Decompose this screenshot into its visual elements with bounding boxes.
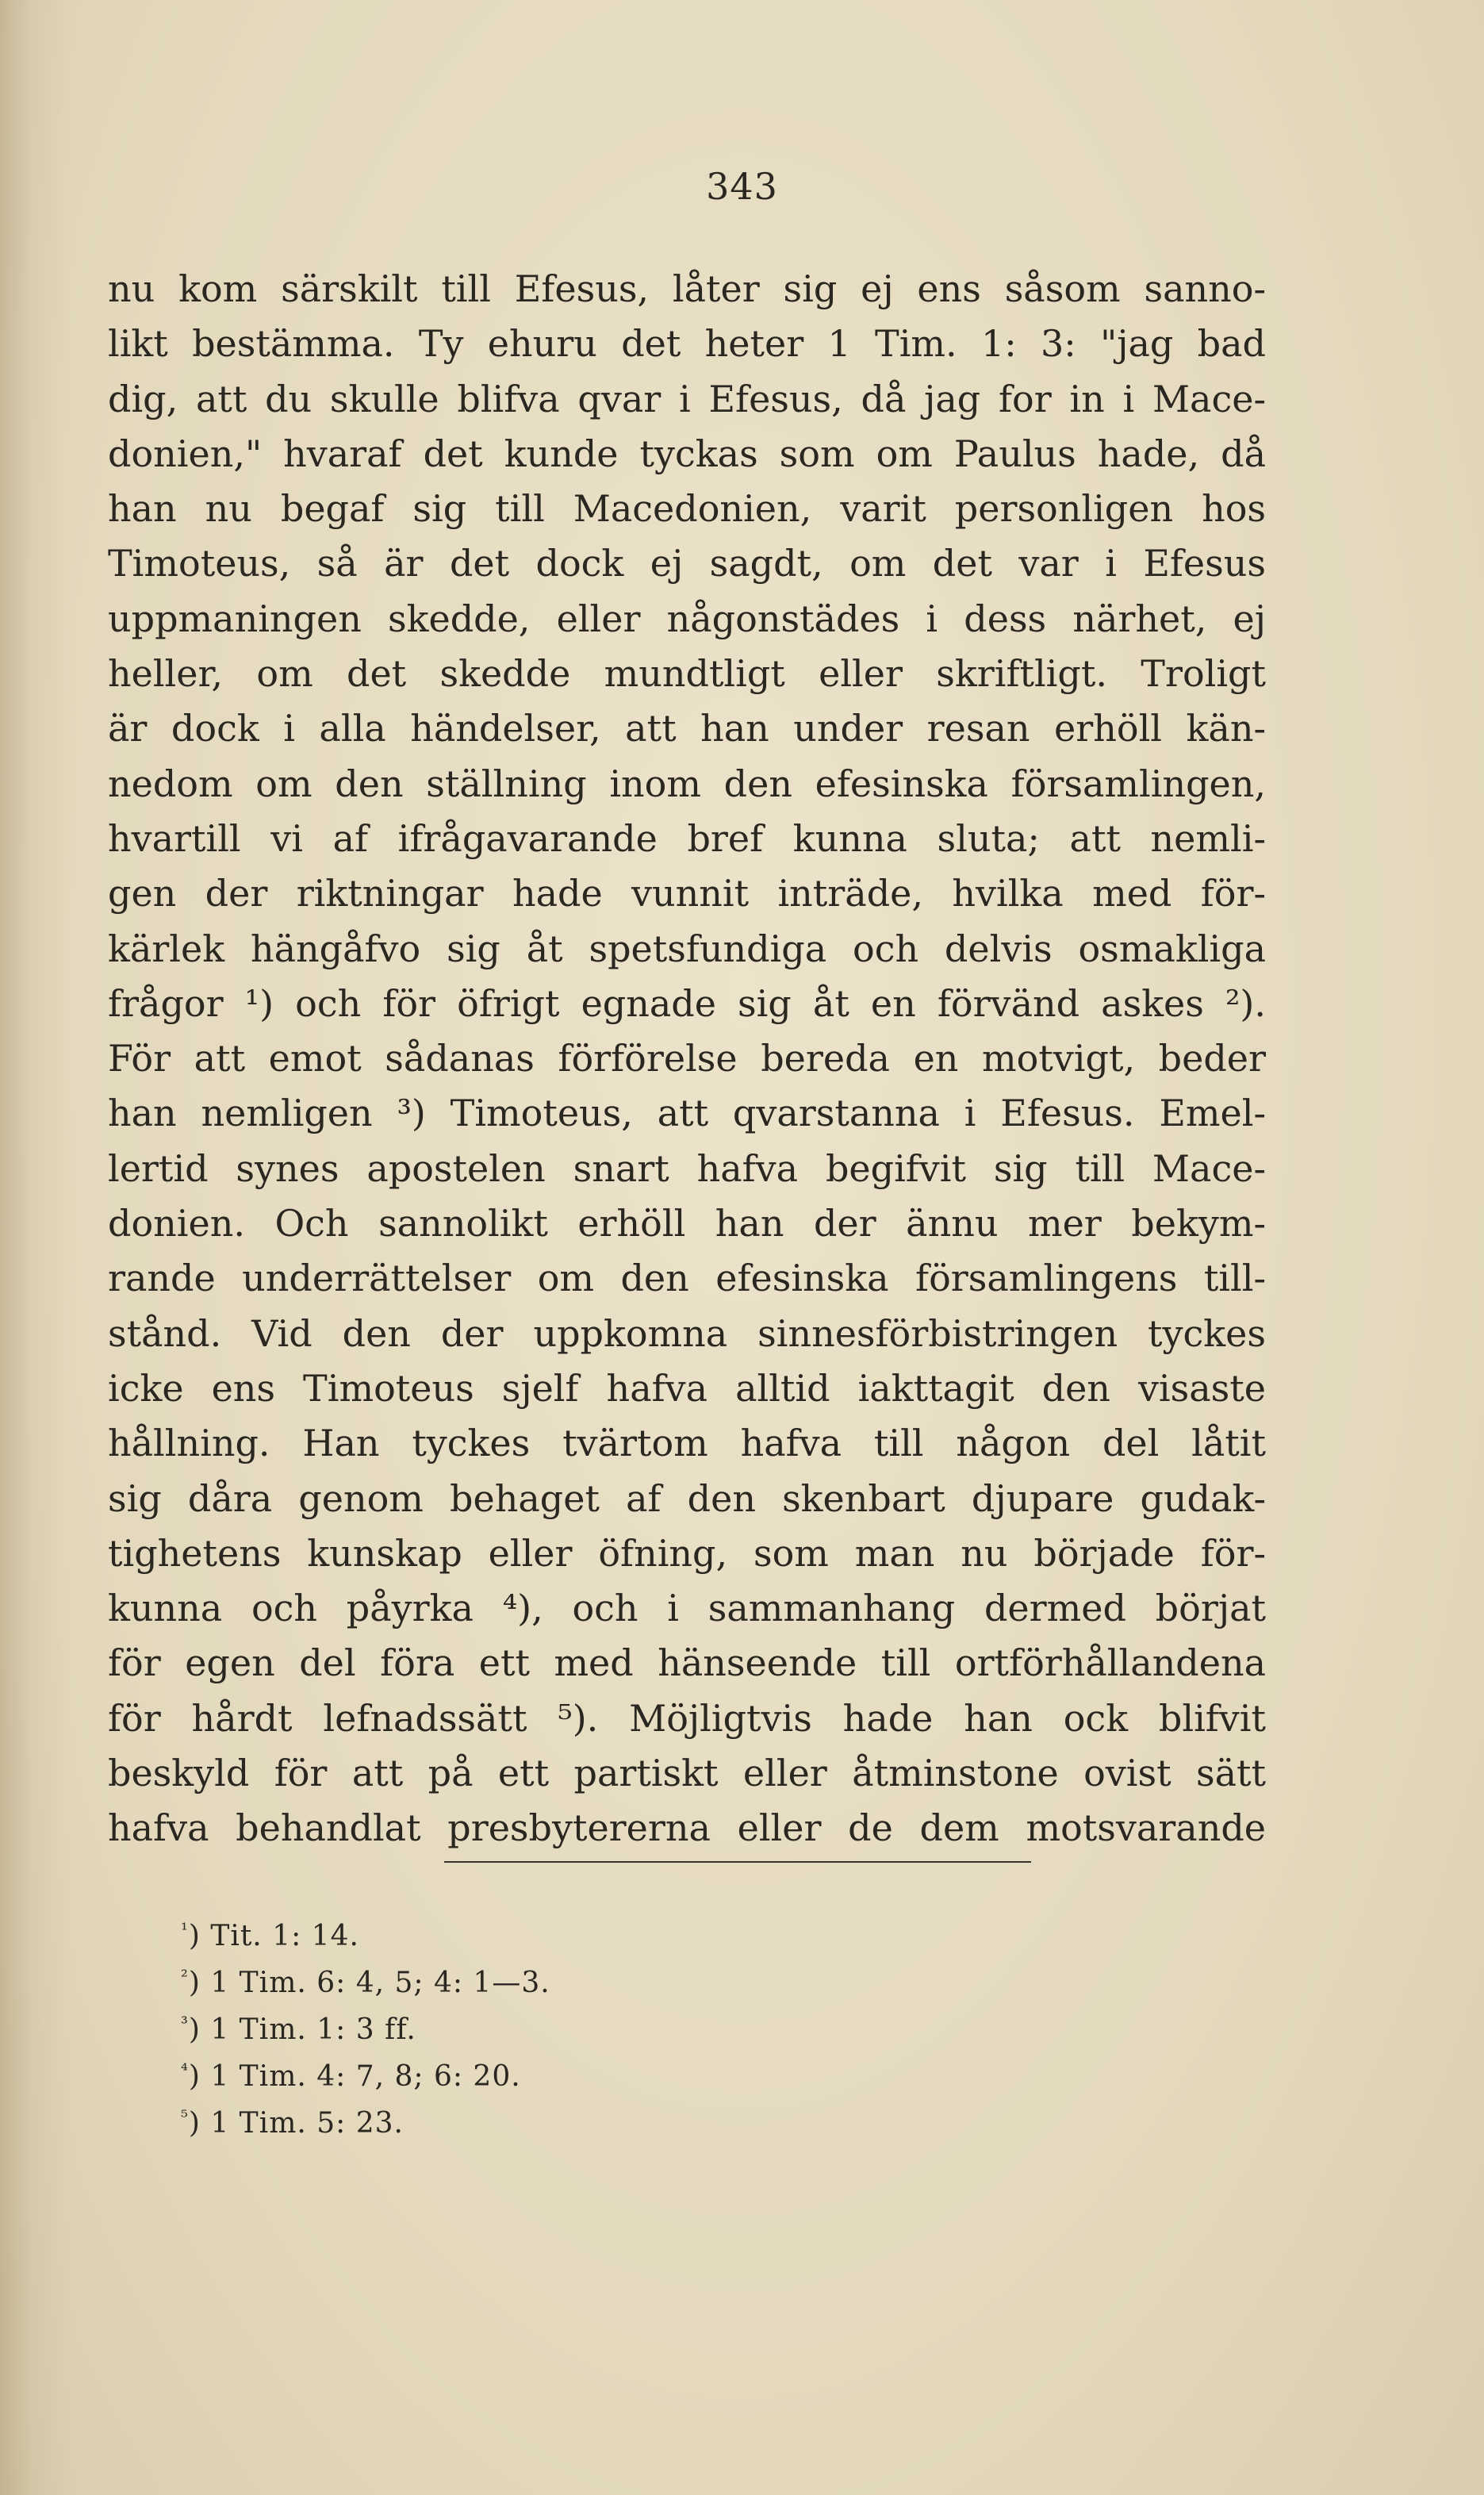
- footnote-text: ) Tit. 1: 14.: [188, 1920, 359, 1952]
- text-line: lertid synes apostelen snart hafva begifvit sig till Mace-: [108, 1146, 1266, 1190]
- text-line: kunna och påyrka ⁴), och i sammanhang dermed börjat: [108, 1587, 1266, 1630]
- text-line: stånd. Vid den der uppkomna sinnesförbistringen tyckes: [108, 1311, 1266, 1355]
- footnote: [181, 2001, 550, 2048]
- text-line: rande underrättelser om den efesinska församlingens till-: [108, 1257, 1266, 1300]
- text-line: för egen del föra ett med hänseende till ortförhållandena: [108, 1641, 1266, 1685]
- text-line: tighetens kunskap eller öfning, som man nu började för-: [108, 1531, 1266, 1575]
- text-line: donien. Och sannolikt erhöll han der ännu mer bekym-: [108, 1202, 1266, 1246]
- footnote-mark: ¹: [181, 1921, 189, 1940]
- text-line: gen der riktningar hade vunnit inträde, hvilka med för-: [108, 872, 1266, 915]
- text-line: nedom om den ställning inom den efesinska församlingen,: [108, 762, 1266, 805]
- text-line: uppmaningen skedde, eller någonstädes i dess närhet, ej: [108, 597, 1266, 640]
- text-line: hafva behandlat presbytererna eller de dem motsvarande: [108, 1806, 1266, 1850]
- text-line: För att emot sådanas förförelse bereda en motvigt, beder: [108, 1037, 1266, 1081]
- text-line: heller, om det skedde mundtligt eller skriftligt. Troligt: [108, 652, 1266, 696]
- text-line: icke ens Timoteus sjelf hafva alltid iakttagit den visaste: [108, 1366, 1266, 1410]
- text-line: donien," hvaraf det kunde tyckas som om Paulus hade, då: [108, 432, 1266, 475]
- page-number: 343: [706, 165, 778, 208]
- footnote-text: ) 1 Tim. 4: 7, 8; 6: 20.: [188, 2060, 521, 2093]
- footnote-mark: ²: [181, 1967, 189, 1987]
- footnote-text: ) 1 Tim. 6: 4, 5; 4: 1—3.: [188, 1967, 550, 1999]
- text-line: hvartill vi af ifrågavarande bref kunna sluta; att nemli-: [108, 816, 1266, 860]
- text-line: nu kom särskilt till Efesus, låter sig ej ens såsom sanno-: [108, 267, 1266, 310]
- footnote: [181, 2048, 550, 2094]
- footnote: [181, 1954, 550, 2001]
- text-line: likt bestämma. Ty ehuru det heter 1 Tim. 1: 3: "jag bad: [108, 322, 1266, 366]
- footnote-mark: ³: [181, 2014, 189, 2034]
- text-line: dig, att du skulle blifva qvar i Efesus, då jag for in i Mace-: [108, 377, 1266, 420]
- footnote-divider: [444, 1861, 1031, 1863]
- footnote-text: ) 1 Tim. 5: 23.: [188, 2107, 404, 2140]
- footnotes: [181, 1907, 550, 2141]
- footnote-text: ) 1 Tim. 1: 3 ff.: [188, 2013, 416, 2046]
- text-line: sig dåra genom behaget af den skenbart djupare gudak-: [108, 1476, 1266, 1520]
- footnote-mark: ⁴: [181, 2061, 189, 2081]
- footnote-mark: ⁵: [181, 2108, 189, 2128]
- text-line: han nu begaf sig till Macedonien, varit personligen hos: [108, 487, 1266, 531]
- text-line: för hårdt lefnadssätt ⁵). Möjligtvis hade han ock blifvit: [108, 1696, 1266, 1740]
- footnote: [181, 2094, 550, 2141]
- text-line: beskyld för att på ett partiskt eller åtminstone ovist sätt: [108, 1752, 1266, 1795]
- footnote: [181, 1907, 550, 1954]
- text-line: han nemligen ³) Timoteus, att qvarstanna i Efesus. Emel-: [108, 1092, 1266, 1135]
- text-line: är dock i alla händelser, att han under resan erhöll kän-: [108, 707, 1266, 750]
- text-line: frågor ¹) och för öfrigt egnade sig åt en förvänd askes ²).: [108, 981, 1266, 1025]
- text-line: Timoteus, så är det dock ej sagdt, om det var i Efesus: [108, 542, 1266, 585]
- text-line: kärlek hängåfvo sig åt spetsfundiga och delvis osmakliga: [108, 927, 1266, 970]
- body-text: [108, 262, 1266, 1856]
- text-line: hållning. Han tyckes tvärtom hafva till någon del låtit: [108, 1422, 1266, 1465]
